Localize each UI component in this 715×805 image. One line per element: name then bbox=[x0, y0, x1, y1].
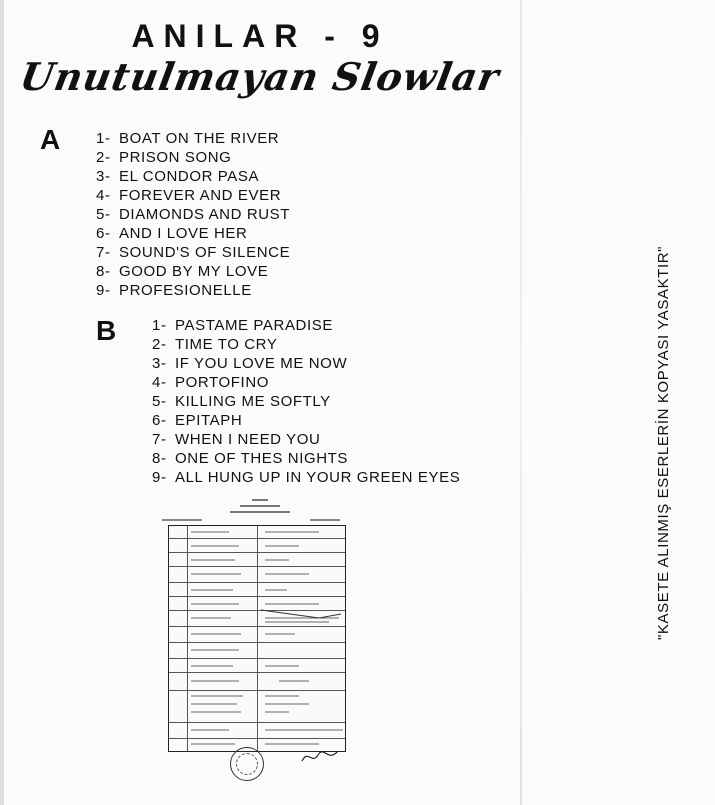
track-item bbox=[152, 336, 460, 355]
track-item bbox=[96, 168, 290, 187]
side-b-label: B bbox=[96, 315, 117, 346]
side-a-tracklist bbox=[96, 130, 290, 301]
insert-edge bbox=[0, 0, 4, 805]
track-item bbox=[96, 263, 290, 282]
track-number: 6- bbox=[96, 225, 111, 242]
track-number: 6- bbox=[152, 412, 167, 429]
track-title: AND I LOVE HER bbox=[119, 225, 248, 242]
fold-line bbox=[520, 0, 522, 805]
track-item bbox=[152, 355, 460, 374]
track-item bbox=[96, 187, 290, 206]
track-title: ALL HUNG UP IN YOUR GREEN EYES bbox=[175, 469, 461, 486]
track-item bbox=[152, 412, 460, 431]
track-title: FOREVER AND EVER bbox=[119, 187, 282, 204]
track-title: BOAT ON THE RIVER bbox=[119, 130, 280, 147]
track-number: 1- bbox=[96, 130, 111, 147]
certificate-table bbox=[168, 525, 346, 752]
side-b-tracklist bbox=[152, 317, 460, 488]
track-number: 8- bbox=[152, 450, 167, 467]
track-number: 5- bbox=[152, 393, 167, 410]
track-title: GOOD BY MY LOVE bbox=[119, 263, 269, 280]
side-a-label: A bbox=[40, 124, 61, 155]
track-title: ONE OF THES NIGHTS bbox=[175, 450, 349, 467]
track-title: EL CONDOR PASA bbox=[119, 168, 260, 185]
certificate-header-lines bbox=[160, 497, 360, 523]
track-title: PRISON SONG bbox=[119, 149, 232, 166]
album-subtitle: Unutulmayan Slowlar bbox=[16, 54, 504, 99]
track-number: 2- bbox=[96, 149, 111, 166]
track-item bbox=[96, 244, 290, 263]
track-number: 5- bbox=[96, 206, 111, 223]
track-title: DIAMONDS AND RUST bbox=[119, 206, 291, 223]
track-number: 7- bbox=[152, 431, 167, 448]
album-title: ANILAR - 9 bbox=[131, 18, 389, 54]
track-title: PASTAME PARADISE bbox=[175, 317, 333, 334]
track-title: EPITAPH bbox=[175, 412, 243, 429]
signature bbox=[300, 747, 340, 767]
track-item bbox=[152, 431, 460, 450]
track-number: 2- bbox=[152, 336, 167, 353]
track-item bbox=[152, 450, 460, 469]
certificate-scribbles bbox=[169, 526, 345, 751]
track-number: 9- bbox=[152, 469, 167, 486]
track-item bbox=[96, 130, 290, 149]
track-item bbox=[152, 374, 460, 393]
track-number: 7- bbox=[96, 244, 111, 261]
track-item bbox=[152, 393, 460, 412]
track-item bbox=[96, 225, 290, 244]
track-number: 1- bbox=[152, 317, 167, 334]
track-title: SOUND'S OF SILENCE bbox=[119, 244, 291, 261]
track-number: 4- bbox=[152, 374, 167, 391]
track-title: WHEN I NEED YOU bbox=[175, 431, 321, 448]
registration-certificate bbox=[160, 497, 355, 775]
track-title: TIME TO CRY bbox=[175, 336, 278, 353]
track-title: IF YOU LOVE ME NOW bbox=[175, 355, 348, 372]
certificate-header bbox=[160, 497, 360, 524]
track-number: 3- bbox=[152, 355, 167, 372]
track-number: 8- bbox=[96, 263, 111, 280]
track-item bbox=[152, 469, 460, 488]
copyright-notice: "KASETE ALINMIŞ ESERLERİN KOPYASI YASAKTIR" bbox=[655, 245, 672, 640]
track-number: 9- bbox=[96, 282, 111, 299]
track-title: KILLING ME SOFTLY bbox=[175, 393, 331, 410]
track-title: PROFESIONELLE bbox=[119, 282, 252, 299]
official-stamp bbox=[230, 747, 264, 781]
track-item bbox=[152, 317, 460, 336]
track-item bbox=[96, 282, 290, 301]
track-item bbox=[96, 206, 290, 225]
track-title: PORTOFINO bbox=[175, 374, 270, 391]
track-item bbox=[96, 149, 290, 168]
track-number: 3- bbox=[96, 168, 111, 185]
track-number: 4- bbox=[96, 187, 111, 204]
